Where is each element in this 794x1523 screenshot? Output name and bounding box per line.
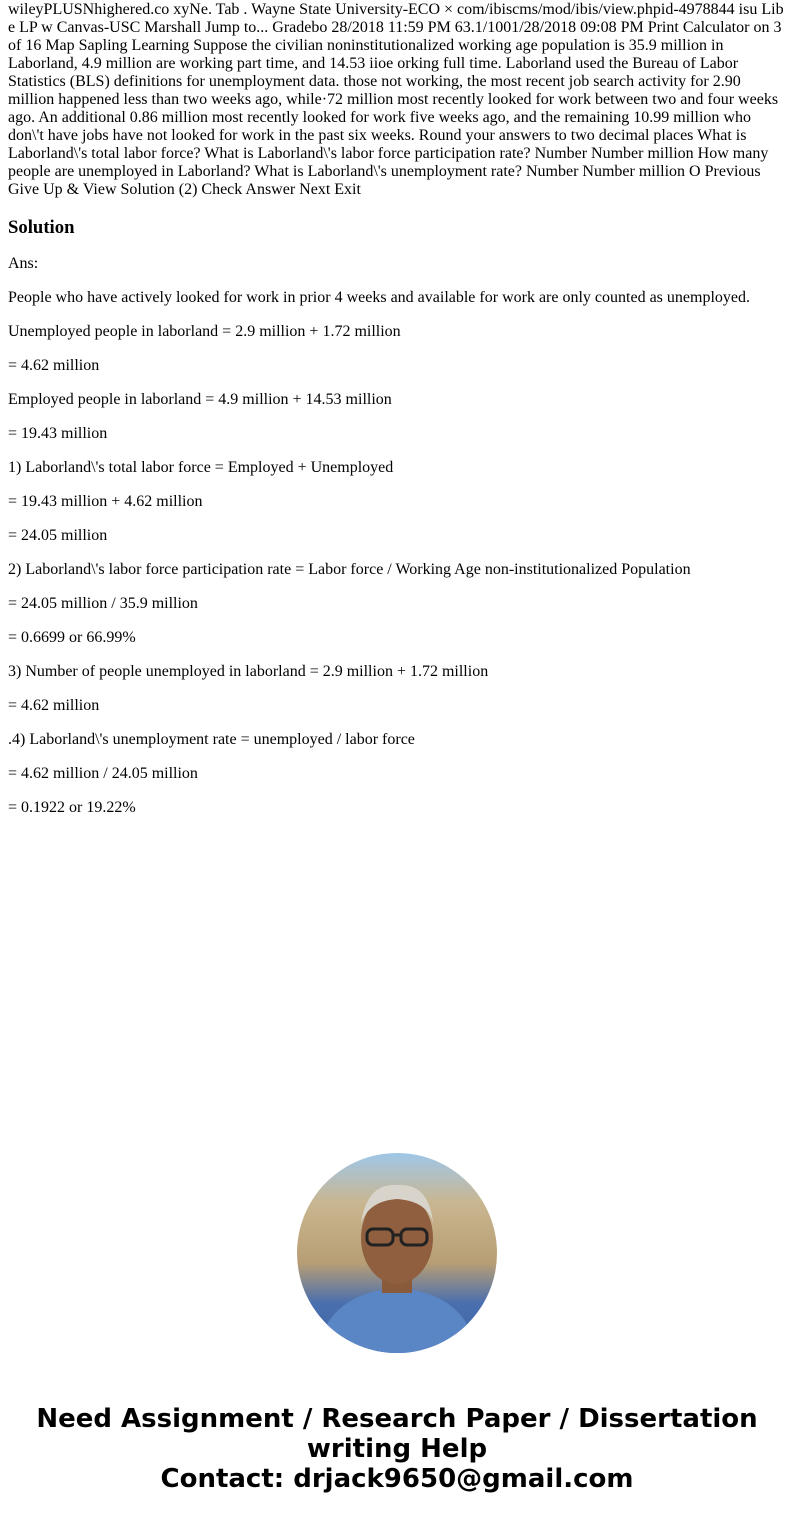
footer-contact bbox=[0, 1404, 794, 1494]
solution-line: = 24.05 million bbox=[8, 527, 108, 544]
footer-line-help: Need Assignment / Research Paper / Dissertation writing Help bbox=[36, 1404, 758, 1464]
solution-line: = 0.6699 or 66.99% bbox=[8, 629, 136, 646]
solution-line: 2) Laborland\'s labor force participation rate = Labor force / Working Age non-institutionalized Population bbox=[8, 561, 691, 578]
solution-line: = 4.62 million / 24.05 million bbox=[8, 765, 198, 782]
solution-line: People who have actively looked for work in prior 4 weeks and available for work are only counted as unemployed. bbox=[8, 289, 750, 306]
person-photo-icon bbox=[297, 1153, 497, 1353]
solution-line: = 19.43 million + 4.62 million bbox=[8, 493, 203, 510]
solution-line: 3) Number of people unemployed in laborland = 2.9 million + 1.72 million bbox=[8, 663, 489, 680]
solution-line: = 4.62 million bbox=[8, 357, 100, 374]
solution-line: 1) Laborland\'s total labor force = Employed + Unemployed bbox=[8, 459, 394, 476]
solution-line: Unemployed people in laborland = 2.9 million + 1.72 million bbox=[8, 323, 401, 340]
solution-line: = 24.05 million / 35.9 million bbox=[8, 595, 198, 612]
solution-line: Ans: bbox=[8, 255, 39, 272]
solution-line: = 0.1922 or 19.22% bbox=[8, 799, 136, 816]
solution-body bbox=[8, 255, 786, 817]
solution-line: Employed people in laborland = 4.9 million + 14.53 million bbox=[8, 391, 392, 408]
solution-line: .4) Laborland\'s unemployment rate = unemployed / labor force bbox=[8, 731, 415, 748]
solution-line: = 19.43 million bbox=[8, 425, 108, 442]
question-text: wileyPLUSNhighered.co xyNe. Tab . Wayne State University-ECO × com/ibiscms/mod/ibis/view.phpid-4978844 isu Lib e LP w Canvas-USC Marshall Jump to... Gradebo 28/2018 11:59 PM 63.1/1001/28/2018 09:08 PM Print Calculator on 3 of 16 Map Sapling Learning Suppose the civilian noninstitutionalized working age population is 35.9 million in Laborland, 4.9 million are working part time, and 14.53 iioe orking full time. Laborland used the Bureau of Labor Statistics (BLS) definitions for unemployment data. those not working, the most recent job search activity for 2.90 million happened less than two weeks ago, while·72 million most recently looked for work between two and four weeks ago. An additional 0.86 million most recently looked for work five weeks ago, and the remaining 10.99 million who don\'t have jobs have not looked for work in the past six weeks. Round your answers to two decimal places What is Laborland\'s total labor force? What is Laborland\'s labor force participation rate? Number Number million How many people are unemployed in Laborland? What is Laborland\'s unemployment rate? Number Number million O Previous Give Up & View Solution (2) Check Answer Next Exit bbox=[8, 1, 784, 198]
author-avatar bbox=[297, 1153, 497, 1353]
footer-line-contact: Contact: drjack9650@gmail.com bbox=[160, 1464, 634, 1494]
solution-heading: Solution bbox=[8, 217, 75, 238]
solution-line: = 4.62 million bbox=[8, 697, 100, 714]
